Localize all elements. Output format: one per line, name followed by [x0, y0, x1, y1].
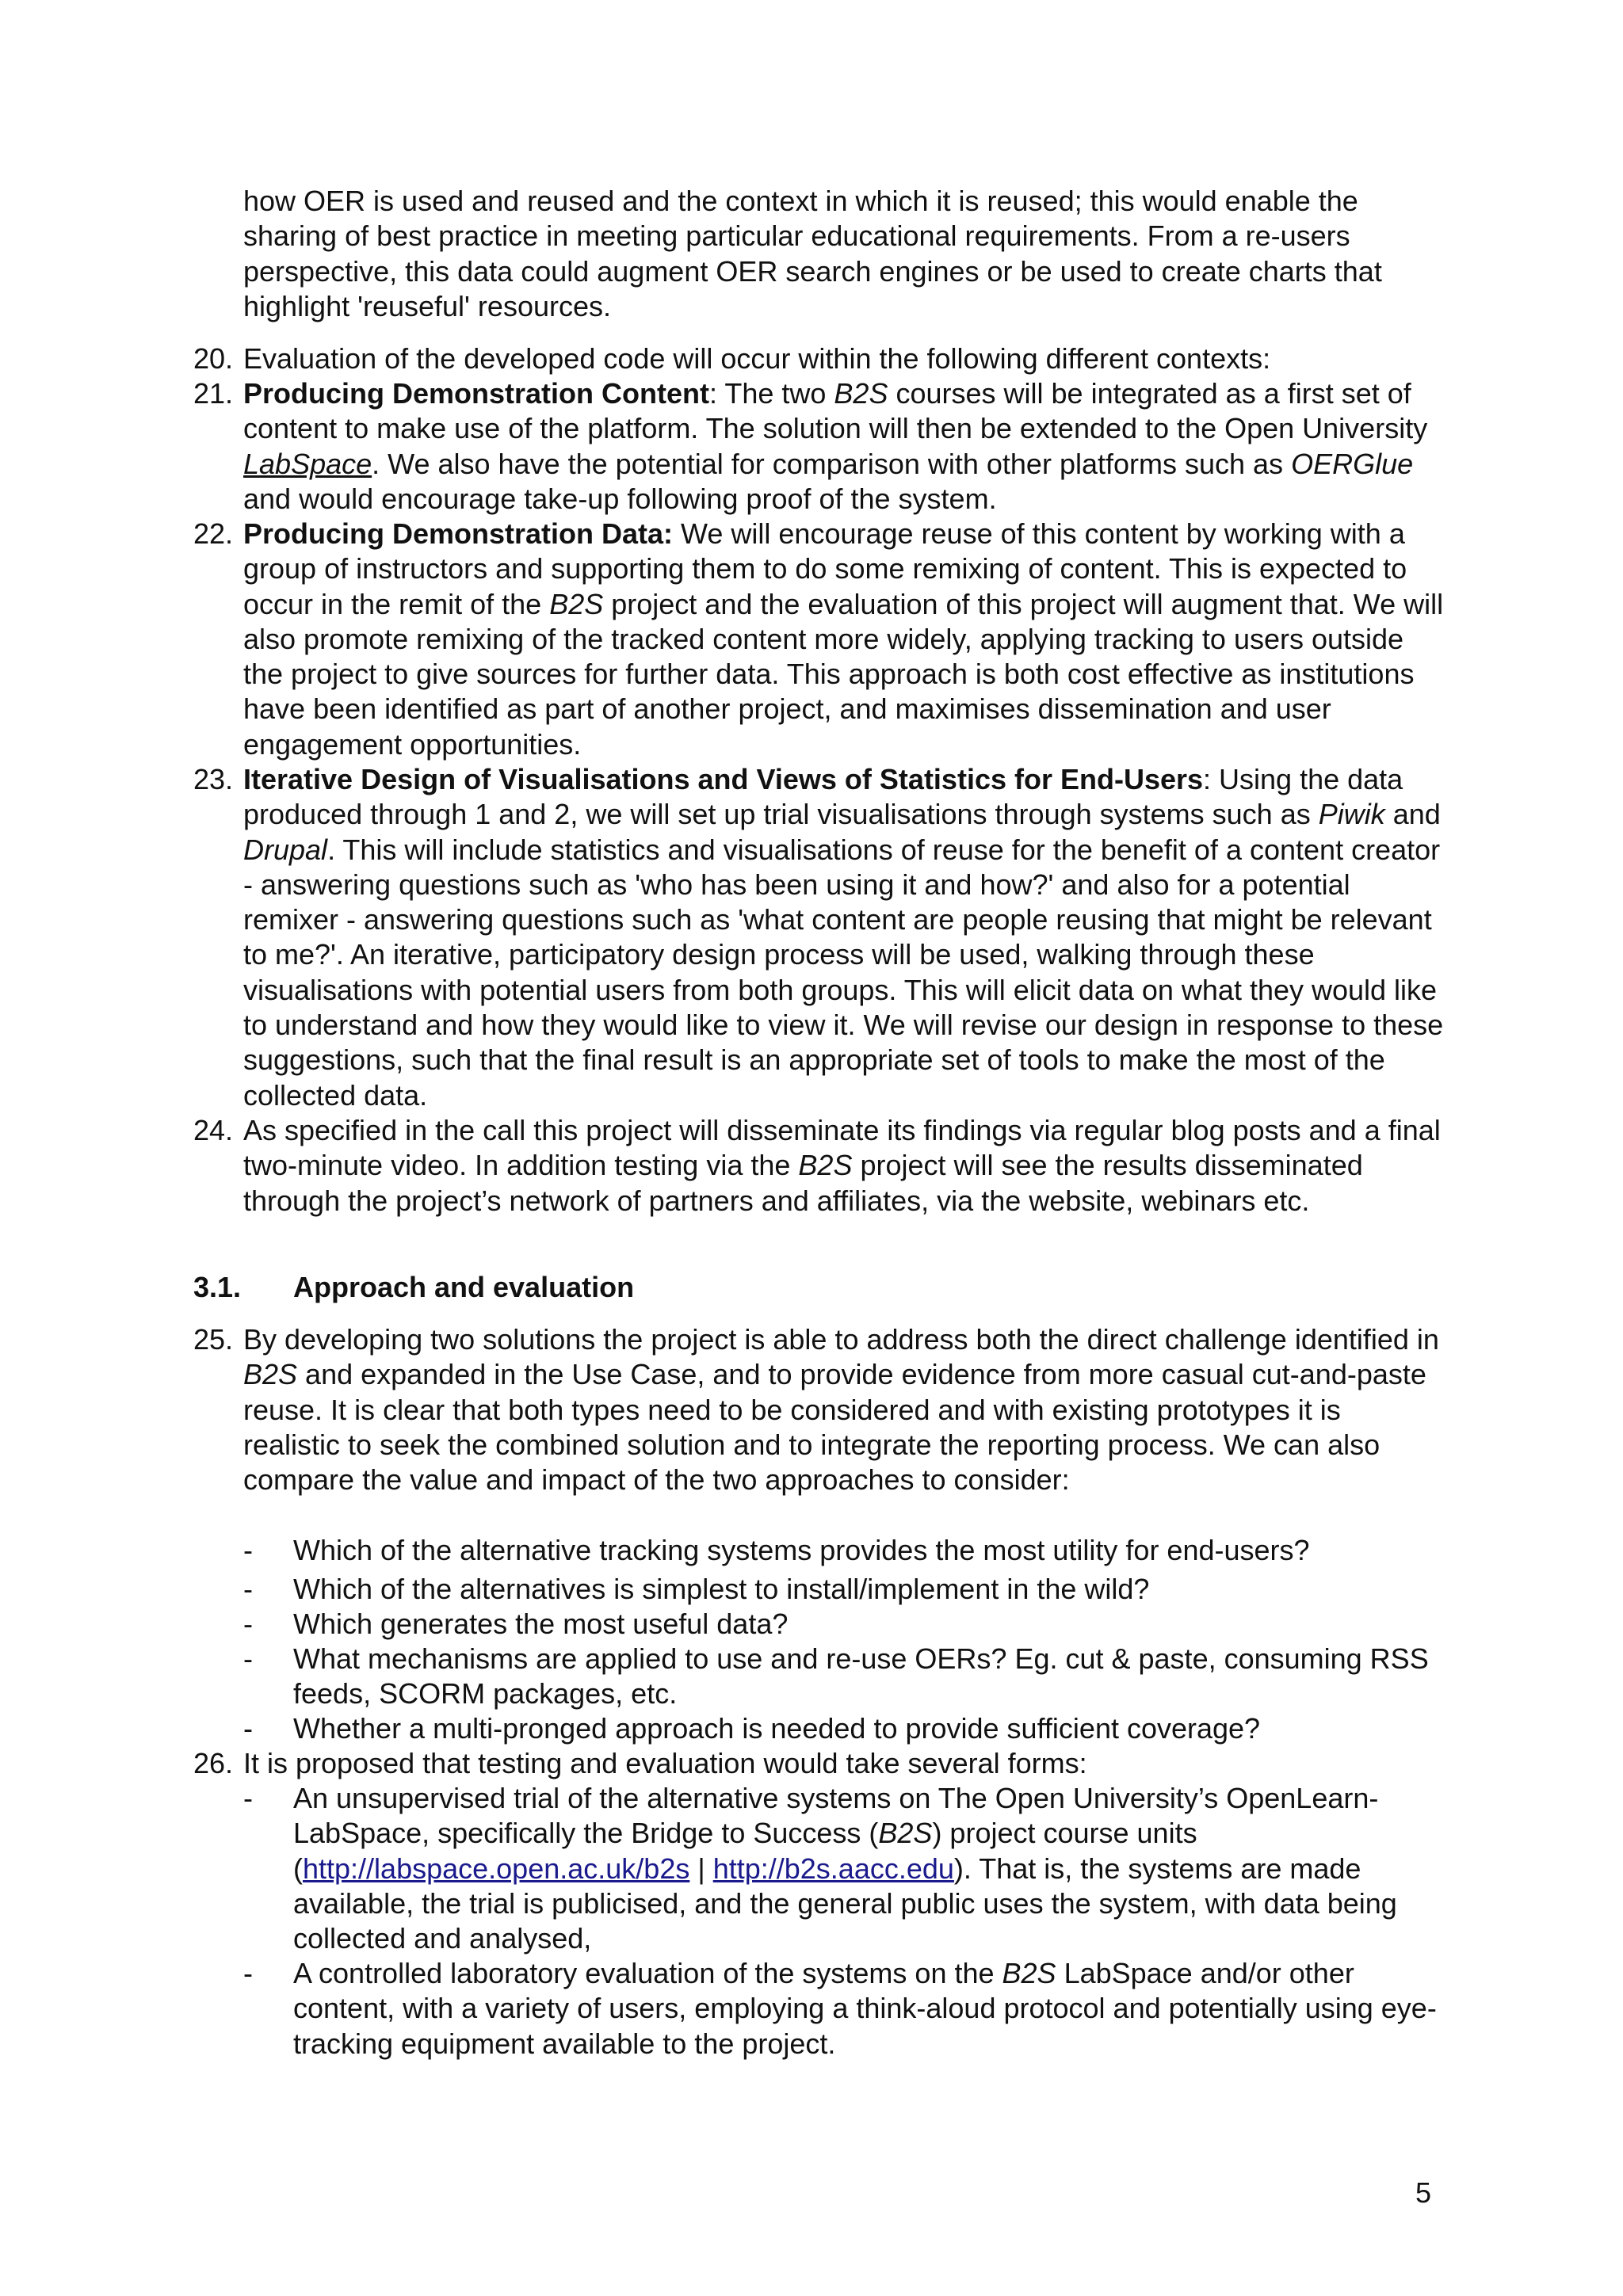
- paragraph-number: 23.: [193, 763, 234, 795]
- section-title: Approach and evaluation: [293, 1271, 635, 1303]
- paragraph-number: 25.: [193, 1323, 234, 1356]
- page-number: 5: [1415, 2176, 1432, 2209]
- section-number: 3.1.: [193, 1271, 242, 1303]
- bold-term: Iterative Design of Visualisations and Views of Statistics for End-Users: [243, 763, 1204, 795]
- b2s-aacc-link[interactable]: http://b2s.aacc.edu: [712, 1852, 954, 1885]
- paragraph-19-continuation: how OER is used and reused and the context in which it is reused; this would enable the sharing of best practice in meeting particular educational requirements. From a re-users perspective, this data could augment OER search engines or be used to create charts that highlight 'reuseful' resources.: [243, 185, 1382, 322]
- paragraph-number: 26.: [193, 1747, 234, 1779]
- paragraph-number: 24.: [193, 1114, 234, 1146]
- bold-term: Producing Demonstration Data:: [243, 517, 674, 550]
- document-page: how OER is used and reused and the context in which it is reused; this would enable the sharing of best practice in meeting particular educational requirements. From a re-users perspective, this data could augment OER search engines or be used to create charts that highlight 'reuseful' resources. 20. Evaluation of the developed code will occur within the following different contexts: 21. Producing Demonstration Content: The two B2S courses will be integrated as a first set of content to make use of the platform. The solution will then be extended to the Open University LabSpace. We also have the potential for comparison with other platforms such as OERGlue and would encourage take-up following proof of the system. 22. Producing Demonstration Data: We will encourage reuse of this content by working with a group of instructors and supporting them to do some remixing of content. This is expected to occur in the remit of the B2S project and the evaluation of this project will augment that. We will also promote remixing of the tracked content more widely, applying tracking to users outside the project to give sources for further data. This approach is both cost effective as institutions have been identified as part of another project, and maximises dissemination and user engagement opportunities. 23. Iterative Design of Visualisations and Views of Statistics for End-Users: Using the data produced through 1 and 2, we will set up trial visualisations through systems such as Piwik and Drupal. This will include statistics and visualisations of reuse for the benefit of a content creator - answering questions such as 'who has been using it and how?' and also for a potential remixer - answering questions such as 'what content are people reusing that might be relevant to me?'. An iterative, participatory design process will be used, walking through these visualisations with potential users from both groups. This will elicit data on what they would like to understand and how they would like to view it. We will revise our design in response to these suggestions, such that the final result is an appropriate set of tools to make the most of the collected data. 24. As specified in the call this project will disseminate its findings via regular blog posts and a final two-minute video. In addition testing via the B2S project will see the results disseminated through the project’s network of partners and affiliates, via the website, webinars etc. 3.1. Approach and evaluation 25. By developing two solutions the project is able to address both the direct challenge identified in B2S and expanded in the Use Case, and to provide evidence from more casual cut-and-paste reuse. It is clear that both types need to be considered and with existing prototypes it is realistic to seek the combined solution and to integrate the reporting process. We can also compare the value and impact of the two approaches to consider: - Which of the alternative tracking systems provides the most utility for end-users? - Which of the alternatives is simplest to install/implement in the wild? - Which generates the most useful data? - What mechanisms are applied to use and re-use OERs? Eg. cut & paste, consuming RSS feeds, SCORM packages, etc. - Whether a multi-pronged approach is needed to provide sufficient coverage? 26. It is proposed that testing and evaluation would take several forms: - An unsupervised trial of the alternative systems on The Open University’s OpenLearn-LabSpace, specifically the Bridge to Success (B2S) project course units (http://labspace.open.ac.uk/b2s | http://b2s.aacc.edu). That is, the systems are made available, the trial is publicised, and the general public uses the system, with data being collected and analysed, - A controlled laboratory evaluation of the systems on the B2S LabSpace and/or other content, with a variety of users, employing a think-aloud protocol and potentially using eye-tracking equipment available to the project. 5: [0, 0, 1623, 2296]
- labspace-term: LabSpace: [243, 447, 372, 480]
- paragraph-number: 20.: [193, 342, 234, 375]
- labspace-b2s-link[interactable]: http://labspace.open.ac.uk/b2s: [303, 1852, 690, 1885]
- paragraph-number: 22.: [193, 517, 234, 550]
- paragraph-number: 21.: [193, 377, 234, 410]
- bold-term: Producing Demonstration Content: [243, 377, 709, 410]
